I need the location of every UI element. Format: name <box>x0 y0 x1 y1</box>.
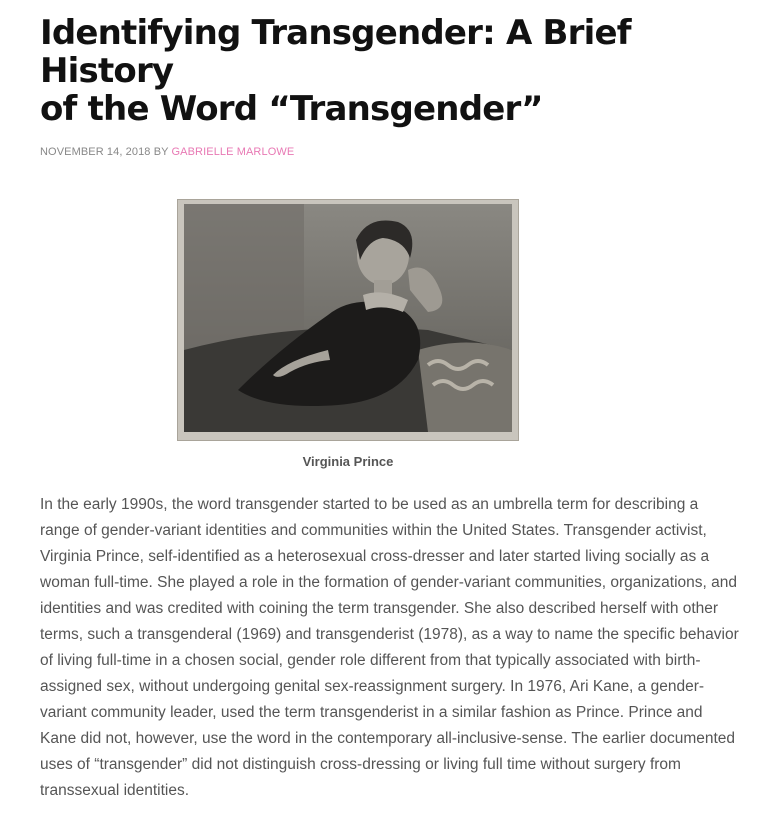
photo-caption: Virginia Prince <box>302 454 394 469</box>
photo-illustration <box>178 200 518 440</box>
article-title-line-1[interactable]: Identifying Transgender: A Brief History <box>40 13 631 91</box>
article-body <box>40 492 742 804</box>
article-title[interactable] <box>40 0 740 128</box>
body-paragraph: In the early 1990s, the word transgender started to be used as an umbrella term for describing a range of gender-variant identities and communities within the United States. Transgender activist, Virginia Prince, self-identified as a heterosexual cross-dresser and later started living socially as a woman full-time. She played a role in the formation of gender-variant communities, organizations, and identities and was credited with coining the term transgender. She also described herself with other terms, such a transgenderal (1969) and transgenderist (1978), as a way to name the specific behavior of living full-time in a chosen social, gender role different from that typically associated with birth-assigned sex, without undergoing genital sex-reassignment surgery. In 1976, Ari Kane, a gender-variant community leader, used the term transgenderist in a similar fashion as Prince. Prince and Kane did not, however, use the word in the contemporary all-inclusive-sense. The earlier documented uses of “transgender” did not distinguish cross-dressing or living full time without surgery from transsexual identities. <box>40 496 739 799</box>
photo-figure <box>177 199 519 469</box>
post-date: NOVEMBER 14, 2018 <box>40 146 151 158</box>
author-link[interactable]: GABRIELLE MARLOWE <box>171 146 295 158</box>
post-by: BY <box>153 146 169 158</box>
photo-virginia-prince[interactable] <box>177 199 519 441</box>
post-meta <box>40 146 740 158</box>
article-title-line-2[interactable]: of the Word “Transgender” <box>40 89 543 129</box>
article <box>40 0 740 158</box>
